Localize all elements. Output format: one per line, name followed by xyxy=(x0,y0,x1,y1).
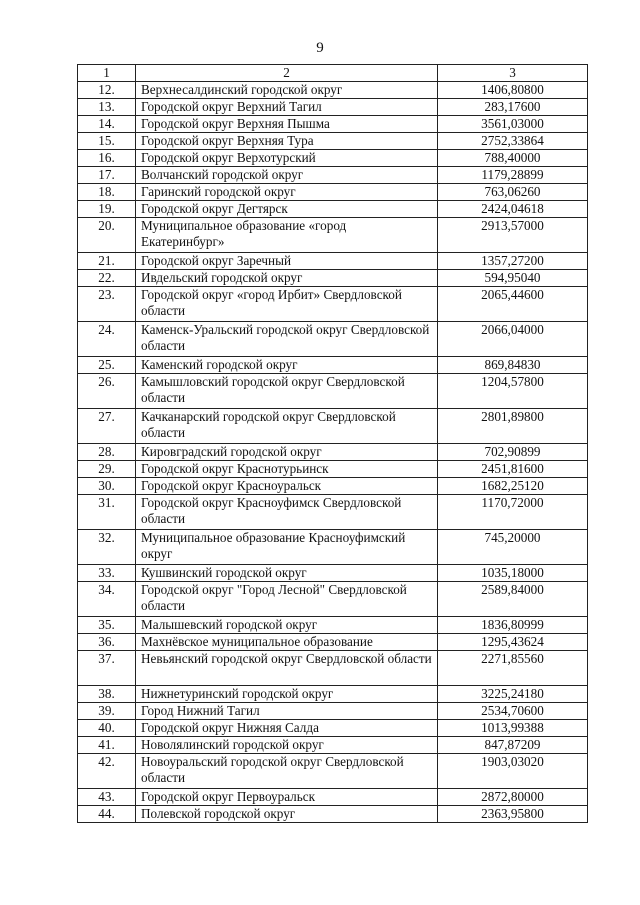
row-number: 21. xyxy=(78,253,136,270)
row-number: 27. xyxy=(78,409,136,444)
municipality-name: Городской округ «город Ирбит» Свердловской области xyxy=(136,287,438,322)
table-row xyxy=(78,184,588,201)
row-number: 31. xyxy=(78,495,136,530)
table-row xyxy=(78,686,588,703)
table-row xyxy=(78,737,588,754)
row-number: 42. xyxy=(78,754,136,789)
municipality-name: Нижнетуринский городской округ xyxy=(136,686,438,703)
municipality-name: Новоуральский городской округ Свердловской области xyxy=(136,754,438,789)
row-number: 26. xyxy=(78,374,136,409)
row-number: 44. xyxy=(78,806,136,823)
table-row xyxy=(78,530,588,565)
municipality-name: Полевской городской округ xyxy=(136,806,438,823)
table-row xyxy=(78,495,588,530)
row-number: 12. xyxy=(78,82,136,99)
amount-value: 2534,70600 xyxy=(438,703,588,720)
row-number: 37. xyxy=(78,651,136,686)
amount-value: 702,90899 xyxy=(438,444,588,461)
row-number: 20. xyxy=(78,218,136,253)
table-row xyxy=(78,201,588,218)
table-row xyxy=(78,270,588,287)
amount-value: 2801,89800 xyxy=(438,409,588,444)
amount-value: 1035,18000 xyxy=(438,565,588,582)
header-col-3: 3 xyxy=(438,65,588,82)
municipality-name: Качканарский городской округ Свердловской области xyxy=(136,409,438,444)
amount-value: 1682,25120 xyxy=(438,478,588,495)
table-row xyxy=(78,150,588,167)
table-row xyxy=(78,167,588,184)
amount-value: 763,06260 xyxy=(438,184,588,201)
amount-value: 1406,80800 xyxy=(438,82,588,99)
table-row xyxy=(78,116,588,133)
amount-value: 594,95040 xyxy=(438,270,588,287)
municipality-name: Каменск-Уральский городской округ Свердловской области xyxy=(136,322,438,357)
amount-value: 283,17600 xyxy=(438,99,588,116)
municipality-name: Городской округ Верхняя Пышма xyxy=(136,116,438,133)
amount-value: 1170,72000 xyxy=(438,495,588,530)
row-number: 14. xyxy=(78,116,136,133)
row-number: 43. xyxy=(78,789,136,806)
amount-value: 2363,95800 xyxy=(438,806,588,823)
municipality-name: Городской округ Краснотурьинск xyxy=(136,461,438,478)
row-number: 24. xyxy=(78,322,136,357)
table-row xyxy=(78,287,588,322)
amount-value: 847,87209 xyxy=(438,737,588,754)
table-row xyxy=(78,478,588,495)
municipality-name: Каменский городской округ xyxy=(136,357,438,374)
amount-value: 788,40000 xyxy=(438,150,588,167)
municipality-name: Городской округ Верхняя Тура xyxy=(136,133,438,150)
amount-value: 2451,81600 xyxy=(438,461,588,478)
table-row xyxy=(78,99,588,116)
amount-value: 2589,84000 xyxy=(438,582,588,617)
header-col-2: 2 xyxy=(136,65,438,82)
row-number: 36. xyxy=(78,634,136,651)
municipality-name: Городской округ Верхний Тагил xyxy=(136,99,438,116)
amount-value: 2424,04618 xyxy=(438,201,588,218)
amount-value: 1013,99388 xyxy=(438,720,588,737)
allocation-table xyxy=(77,64,588,823)
municipality-name: Кировградский городской округ xyxy=(136,444,438,461)
municipality-name: Городской округ Красноуфимск Свердловской области xyxy=(136,495,438,530)
table-row xyxy=(78,322,588,357)
municipality-name: Городской округ Дегтярск xyxy=(136,201,438,218)
table-row xyxy=(78,82,588,99)
municipality-name: Муниципальное образование «город Екатеринбург» xyxy=(136,218,438,253)
row-number: 13. xyxy=(78,99,136,116)
amount-value: 1179,28899 xyxy=(438,167,588,184)
table-row xyxy=(78,565,588,582)
municipality-name: Малышевский городской округ xyxy=(136,617,438,634)
table-row xyxy=(78,582,588,617)
table-body xyxy=(78,65,588,823)
municipality-name: Городской округ Первоуральск xyxy=(136,789,438,806)
row-number: 19. xyxy=(78,201,136,218)
table-row xyxy=(78,133,588,150)
amount-value: 869,84830 xyxy=(438,357,588,374)
amount-value: 3561,03000 xyxy=(438,116,588,133)
row-number: 29. xyxy=(78,461,136,478)
table-row xyxy=(78,409,588,444)
municipality-name: Верхнесалдинский городской округ xyxy=(136,82,438,99)
table-row xyxy=(78,789,588,806)
row-number: 23. xyxy=(78,287,136,322)
municipality-name: Кушвинский городской округ xyxy=(136,565,438,582)
municipality-name: Махнёвское муниципальное образование xyxy=(136,634,438,651)
amount-value: 3225,24180 xyxy=(438,686,588,703)
table-row xyxy=(78,617,588,634)
row-number: 22. xyxy=(78,270,136,287)
row-number: 35. xyxy=(78,617,136,634)
table-row xyxy=(78,754,588,789)
row-number: 39. xyxy=(78,703,136,720)
table-header-row xyxy=(78,65,588,82)
municipality-name: Волчанский городской округ xyxy=(136,167,438,184)
municipality-name: Городской округ "Город Лесной" Свердловской области xyxy=(136,582,438,617)
municipality-name: Городской округ Заречный xyxy=(136,253,438,270)
table-row xyxy=(78,634,588,651)
amount-value: 2066,04000 xyxy=(438,322,588,357)
row-number: 40. xyxy=(78,720,136,737)
amount-value: 1204,57800 xyxy=(438,374,588,409)
amount-value: 2752,33864 xyxy=(438,133,588,150)
row-number: 28. xyxy=(78,444,136,461)
municipality-name: Камышловский городской округ Свердловской области xyxy=(136,374,438,409)
municipality-name: Город Нижний Тагил xyxy=(136,703,438,720)
amount-value: 2271,85560 xyxy=(438,651,588,686)
municipality-name: Невьянский городской округ Свердловской области xyxy=(136,651,438,686)
amount-value: 1357,27200 xyxy=(438,253,588,270)
header-col-1: 1 xyxy=(78,65,136,82)
amount-value: 1836,80999 xyxy=(438,617,588,634)
row-number: 34. xyxy=(78,582,136,617)
table-row xyxy=(78,703,588,720)
municipality-name: Муниципальное образование Красноуфимский округ xyxy=(136,530,438,565)
row-number: 41. xyxy=(78,737,136,754)
table-row xyxy=(78,218,588,253)
page-number: 9 xyxy=(316,40,324,56)
table-row xyxy=(78,444,588,461)
amount-value: 2065,44600 xyxy=(438,287,588,322)
table-row xyxy=(78,651,588,686)
row-number: 17. xyxy=(78,167,136,184)
municipality-name: Новолялинский городской округ xyxy=(136,737,438,754)
amount-value: 745,20000 xyxy=(438,530,588,565)
municipality-name: Городской округ Нижняя Салда xyxy=(136,720,438,737)
row-number: 16. xyxy=(78,150,136,167)
table-row xyxy=(78,461,588,478)
municipality-name: Гаринский городской округ xyxy=(136,184,438,201)
table-row xyxy=(78,374,588,409)
row-number: 18. xyxy=(78,184,136,201)
amount-value: 1903,03020 xyxy=(438,754,588,789)
row-number: 15. xyxy=(78,133,136,150)
table-row xyxy=(78,357,588,374)
municipality-name: Городской округ Верхотурский xyxy=(136,150,438,167)
table-row xyxy=(78,720,588,737)
amount-value: 1295,43624 xyxy=(438,634,588,651)
amount-value: 2872,80000 xyxy=(438,789,588,806)
row-number: 33. xyxy=(78,565,136,582)
table-row xyxy=(78,253,588,270)
row-number: 30. xyxy=(78,478,136,495)
table-row xyxy=(78,806,588,823)
municipality-name: Ивдельский городской округ xyxy=(136,270,438,287)
row-number: 25. xyxy=(78,357,136,374)
amount-value: 2913,57000 xyxy=(438,218,588,253)
row-number: 32. xyxy=(78,530,136,565)
municipality-name: Городской округ Красноуральск xyxy=(136,478,438,495)
row-number: 38. xyxy=(78,686,136,703)
